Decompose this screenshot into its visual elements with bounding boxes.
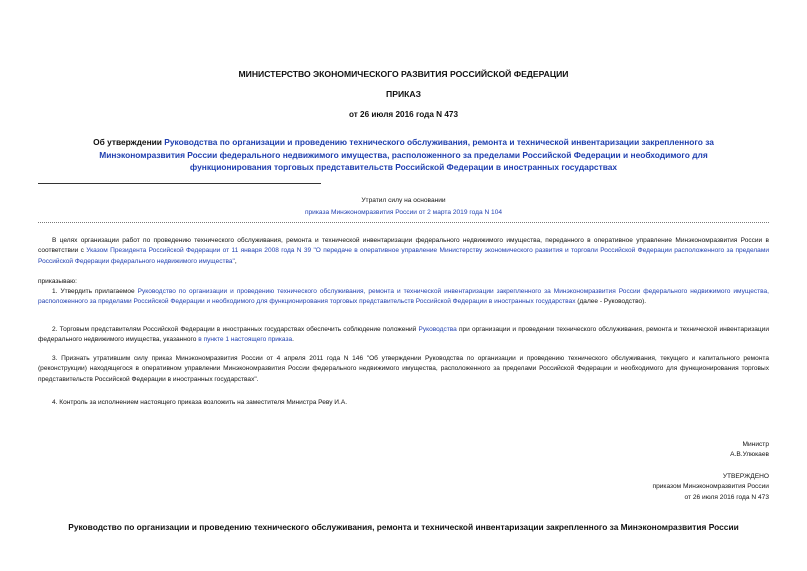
paragraph-2: [38, 325, 769, 346]
order-subject: [70, 136, 737, 174]
paragraph-1-end: (далее - Руководство).: [575, 298, 647, 306]
guide-title: Руководство по организации и проведению технического обслуживания, ремонта и технической инвентаризации закрепленного за Минэкономразвития России: [68, 522, 739, 532]
preamble-paragraph: [38, 236, 769, 267]
paragraph-2-end: .: [292, 336, 294, 344]
approval-date: от 26 июля 2016 года N 473: [684, 493, 769, 501]
approval-heading: УТВЕРЖДЕНО: [722, 473, 769, 480]
doc-type-heading: ПРИКАЗ: [386, 89, 421, 99]
guide-link[interactable]: Руководство по организации и проведению технического обслуживания, ремонта и технической инвентаризации закрепленного за Минэкономразвития России федерального недвижимого имущества, расположенного за пределами Российской Федерации и необходимого для функционирования торговых представительств Российской Федерации в иностранных государствах: [38, 288, 769, 306]
paragraph-2-text: 2. Торговым представителям Российской Федерации в иностранных государствах обеспечить соблюдение положений: [52, 326, 419, 333]
paragraph-1-text: 1. Утвердить прилагаемое: [52, 288, 138, 295]
paragraph-3: 3. Признать утратившим силу приказ Минэкономразвития России от 4 апреля 2011 года N 146 "Об утверждении Руководства по организации и проведению технического обслуживания, текущего и капитального ремонта (реконструкции) находящегося в оперативном управлении Минэкономразвития России федерального недвижимого имущества, расположенного за пределами Российской Федерации и необходимого для функционирования торговых представительств Российской Федерации в иностранных государствах".: [38, 355, 769, 383]
paragraph-4: 4. Контроль за исполнением настоящего приказа возложить на заместителя Министра Реву И.А.: [52, 399, 348, 406]
paragraph-1: [38, 287, 769, 308]
guide-short-link[interactable]: Руководства: [418, 326, 457, 333]
clause-1-link[interactable]: в пункте 1 настоящего приказа: [198, 336, 293, 344]
subject-link[interactable]: Руководства по организации и проведению технического обслуживания, ремонта и технической инвентаризации закрепленного за Минэкономразвития России федерального недвижимого имущества, расположенного за пределами Российской Федерации и необходимого для функционирования торговых представительств Российской Федерации в иностранных государствах: [99, 137, 714, 172]
ministry-heading: МИНИСТЕРСТВО ЭКОНОМИЧЕСКОГО РАЗВИТИЯ РОССИЙСКОЙ ФЕДЕРАЦИИ: [238, 69, 569, 79]
preamble-text: В целях организации работ по проведению технического обслуживания, ремонта и технической инвентаризации федерального недвижимого имущества, переданного в оперативное управление Минэкономразвития России в соответствии с: [38, 237, 769, 255]
subject-prefix: Об утверждении: [93, 137, 165, 147]
paragraph-2-mid: при организации и проведении технического обслуживания, ремонта и технической инвентаризации федерального недвижимого имущества, указанного: [38, 326, 769, 344]
order-date-number: от 26 июля 2016 года N 473: [348, 110, 459, 119]
signatory-title: Министр: [742, 441, 769, 448]
signatory-name: А.В.Улюкаев: [730, 451, 769, 459]
revocation-note: Утратил силу на основании: [361, 197, 446, 204]
decree-link[interactable]: Указом Президента Российской Федерации от 11 января 2008 года N 39 "О передаче в оперативное управление Министерству экономического развития и торговли Российской Федерации расположенного за пределами Российской Федерации федерального недвижимого имущества": [38, 247, 769, 265]
approval-order: приказом Минэкономразвития России: [652, 483, 769, 491]
order-word: приказываю:: [38, 278, 77, 285]
revocation-link[interactable]: приказа Минэкономразвития России от 2 марта 2019 года N 104: [304, 209, 503, 216]
preamble-end: ,: [234, 257, 237, 265]
dotted-separator: [38, 222, 769, 223]
approval-block: [653, 472, 770, 503]
signature-block: [730, 440, 769, 461]
separator-line: [38, 183, 321, 184]
